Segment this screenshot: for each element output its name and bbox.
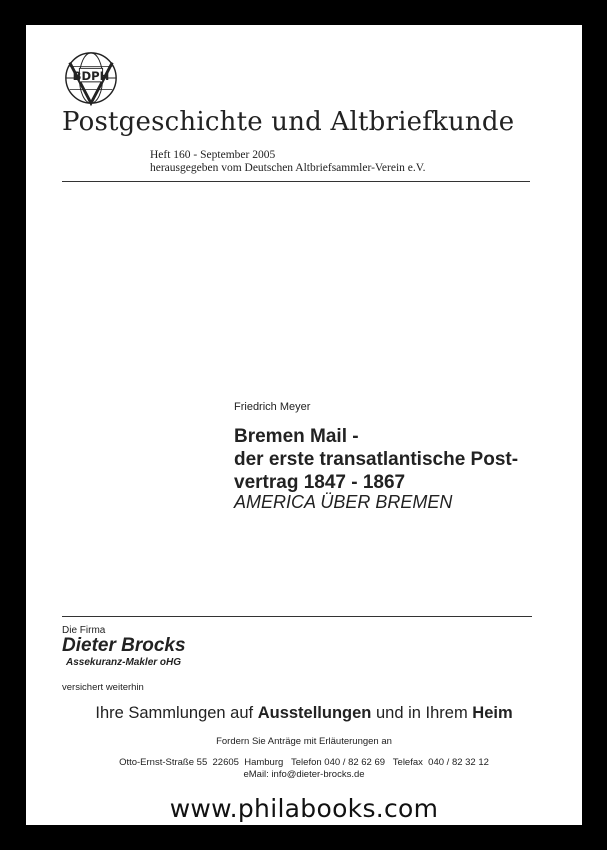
ad-email[interactable]: eMail: info@dieter-brocks.de: [243, 769, 365, 780]
header-divider: [62, 181, 530, 182]
ad-slogan-part: Ihre Sammlungen auf: [95, 704, 258, 722]
ad-assures: versichert weiterhin: [62, 682, 144, 693]
ad-slogan: [26, 704, 582, 723]
ad-address: Otto-Ernst-Straße 55 22605 Hamburg Telefon 040 / 82 62 69 Telefax 040 / 82 32 12: [119, 757, 489, 768]
article-title: [234, 425, 518, 494]
journal-title: Postgeschichte und Altbriefkunde: [62, 107, 515, 137]
ad-company-name: Dieter Brocks: [62, 635, 186, 656]
article-subtitle: AMERICA ÜBER BREMEN: [234, 492, 453, 512]
article-title-line: Bremen Mail -: [234, 426, 359, 447]
issue-line: Heft 160 - September 2005: [150, 149, 276, 161]
article-title-line: vertrag 1847 - 1867: [234, 472, 406, 493]
ad-request: Fordern Sie Anträge mit Erläuterungen an: [216, 736, 392, 747]
article-title-line: der erste transatlantische Post-: [234, 449, 519, 470]
ad-slogan-bold: Ausstellungen: [257, 704, 372, 722]
ad-divider: [62, 616, 532, 617]
ad-slogan-bold: Heim: [472, 704, 513, 722]
ad-intro: Die Firma: [62, 625, 106, 636]
ad-slogan-part: und in Ihrem: [371, 704, 473, 722]
publisher-line: herausgegeben vom Deutschen Altbriefsammler-Verein e.V.: [150, 162, 426, 174]
globe-logo-icon: [62, 49, 120, 107]
issue-info: [150, 149, 425, 175]
ad-company-subtitle: Assekuranz-Makler oHG: [66, 657, 182, 668]
article-author: Friedrich Meyer: [234, 401, 311, 413]
journal-cover-page: [26, 25, 582, 825]
watermark-url: www.philabooks.com: [169, 794, 439, 823]
svg-text:BDPH: BDPH: [72, 68, 110, 83]
